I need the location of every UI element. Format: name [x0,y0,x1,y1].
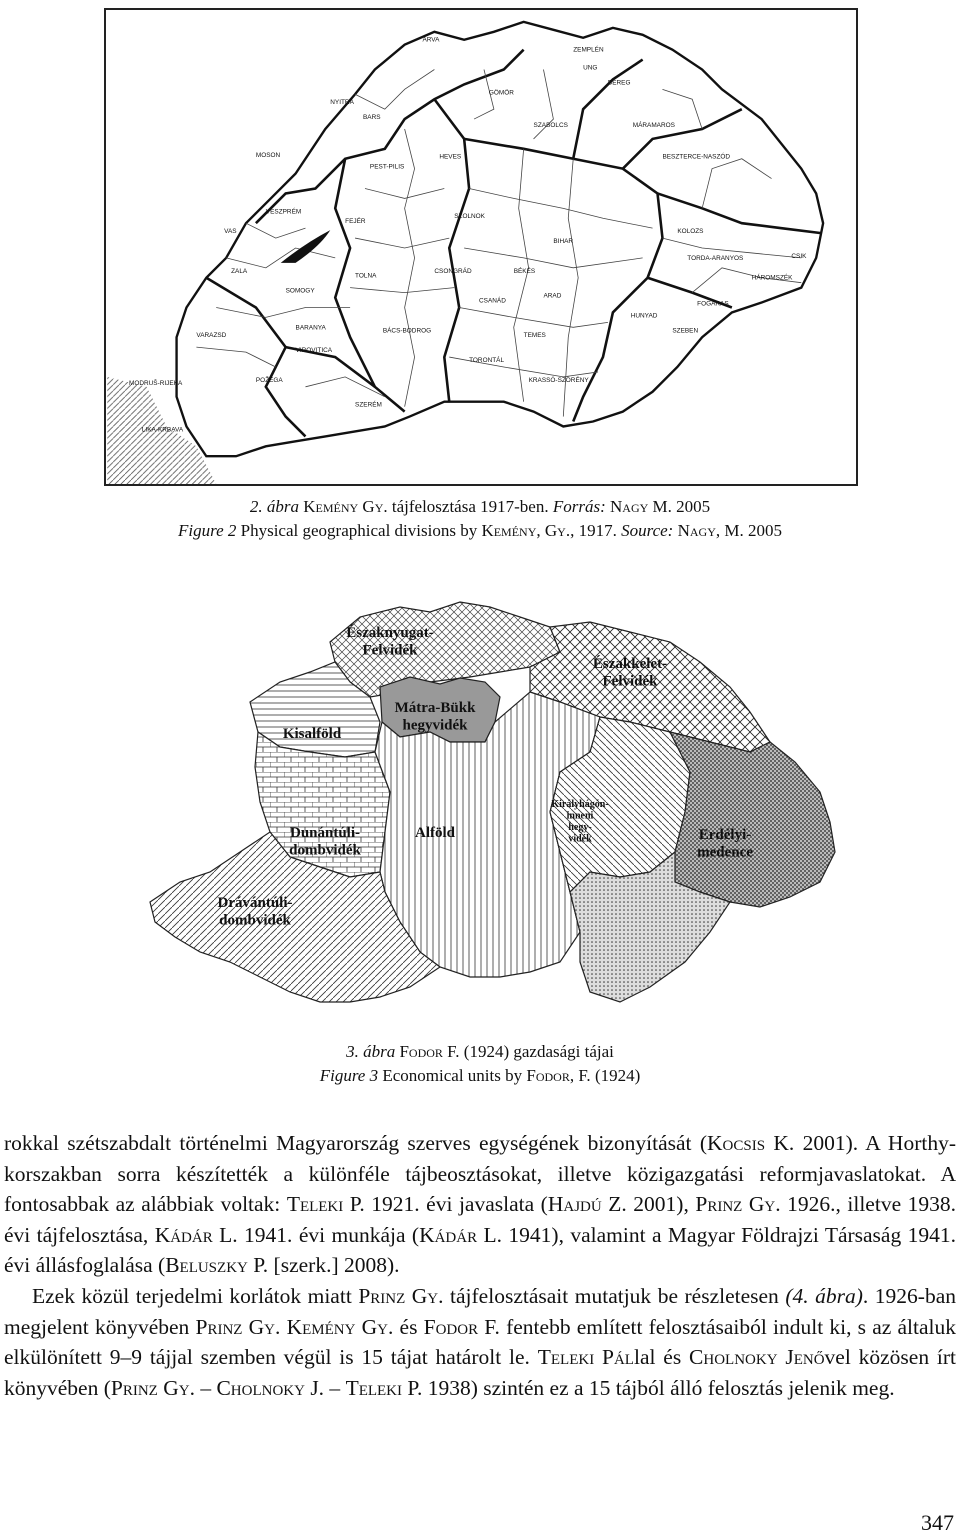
map-label: GÖMÖR [488,89,514,97]
author-name: Prinz Gy [695,1192,776,1217]
text-run: . – [189,1375,217,1400]
map-label: KOLOZS [677,228,704,236]
region-label-line: medence [697,844,753,861]
map-label: ARAD [543,292,562,300]
caption-prefix: Figure 2 [178,521,237,540]
map-label: BESZTERCE-NASZÓD [662,153,731,161]
map-label: BEREG [607,79,631,87]
map-label: UNG [583,64,598,72]
text-run: F. fentebb említett felosztásaiból indult ki, s az általuk elkülönített 9–9 tájjal szemben végül is 15 tájat határolt le. [4,1314,956,1370]
author-name: Prinz Gy [195,1314,275,1339]
region-label-line: vidék [568,833,592,845]
caption-source: Nagy, M. 2005 [677,521,782,540]
region-label-line: inneni [566,810,594,822]
map-label: VESZPRÉM [265,208,302,216]
region-label [395,700,476,733]
text-run: P. 1921. évi javaslata ( [343,1192,548,1217]
caption-text: tájfelosztása 1917-ben. [391,497,549,516]
region-label-line: Mátra-Bükk [394,700,476,716]
text-run: P. 1938) szintén ez a 15 tájból álló felosztás jelenik meg. [402,1375,895,1400]
region-label-line: Kisalföld [282,726,342,742]
country-outline [177,22,824,456]
division-lines [206,50,821,437]
figure-3-caption-hu [0,1040,960,1064]
author-name: Kocsis [707,1131,766,1155]
text-run: lal és [633,1345,690,1370]
figure-3-map [130,592,850,1022]
map-label: TEMES [523,332,546,340]
region-label-line: dombvidék [289,842,361,859]
map-label: MÁRAMAROS [632,122,675,130]
caption-source: Nagy M. 2005 [610,497,711,516]
caption-source-label: Source: [621,521,674,540]
text-run: L. 1941), valamint a Magyar Földrajzi Társaság 1941. évi állásfoglalása ( [4,1222,956,1278]
region-label-line: Királyhágón- [551,799,609,810]
map-label: FEJÉR [345,218,366,226]
map-label: BÉKÉS [513,267,536,275]
figure-reference: (4. ábra) [785,1283,863,1308]
caption-author: Fodor, F. [526,1066,591,1085]
text-run: . és [387,1314,424,1339]
caption-prefix: 3. ábra [346,1042,396,1061]
map-label: HÁROMSZÉK [751,274,793,282]
map-label: NYITRA [330,99,354,107]
caption-text: Economical units by [382,1066,523,1085]
region-label-line: dombvidék [219,912,291,929]
map-label: SOMOGY [285,287,315,295]
region-label [289,825,361,858]
author-name: Beluszky [165,1253,248,1278]
caption-text: Physical geographical divisions by [240,521,478,540]
region-label [283,726,342,742]
county-labels [129,35,807,434]
caption-author: Kemény Gy. [303,497,388,516]
map-label: KRASSÓ-SZÖRÉNY [528,376,589,384]
caption-author: Fodor F. [399,1042,460,1061]
region-label-line: Északkelet- [592,656,668,672]
text-run: . 1926., illetve 1938. évi tájfelosztása, [4,1192,957,1247]
text-run: J. – [304,1375,346,1400]
map-label: SZEBEN [672,327,699,335]
region-label-line: hegyvidék [402,717,468,734]
region-label-line: Drávántúli- [217,895,293,911]
region-label-line: Északnyugat- [346,625,434,641]
map-label: TORONTÁL [469,357,505,365]
map-label: CSIK [791,252,807,260]
region-label [697,827,753,860]
map-label: BARANYA [295,324,326,332]
map-label: CSANÁD [479,297,506,305]
caption-source-label: Forrás: [552,497,606,516]
region-label-line: Erdélyi- [698,827,752,843]
map-label: MOSON [255,151,281,159]
map-label: SZERÉM [355,401,382,409]
lake-balaton [281,230,331,263]
map-label: SZABOLCS [533,122,568,130]
figure-2-caption-en [0,519,960,543]
figure-2-map [104,8,858,486]
region-erdely [670,732,835,907]
region-label-line: Felvidék [362,642,418,659]
kemeny-division-map [106,10,856,484]
author-name: Fodor [423,1314,479,1339]
text-run: . tájfelosztásait mutatjuk be részletesen [438,1283,786,1308]
page-number: 347 [921,1510,954,1535]
caption-author: Kemény, Gy. [481,521,571,540]
author-name: Prinz Gy [358,1283,439,1308]
map-label: TOLNA [355,272,377,280]
text-run: vel közösen írt könyvében ( [4,1345,957,1400]
map-label: BARS [362,114,381,122]
text-run: . [274,1314,287,1339]
region-label-line: hegy- [568,822,592,833]
author-name: Hajdú [547,1192,602,1217]
map-label: VIROVITICA [295,347,333,355]
author-name: Kádár [419,1222,478,1247]
author-name: Cholnoky Jenő [689,1345,825,1370]
caption-year: , 1917. [570,521,617,540]
text-run: K. 2001). A Horthy-korszakban sorra készítették a különféle tájbeosztásokat, illetve közigazgatási reformjavaslatokat. A fontosabbak az alábbiak voltak: [4,1131,956,1217]
text-run: L. 1941. évi munkája ( [212,1222,420,1247]
map-label: LIKA-KRBAVA [141,426,184,434]
fodor-economic-map [130,592,850,1022]
text-run: Z. 2001), [601,1192,696,1217]
author-name: Teleki [345,1375,403,1400]
map-label: VAS [224,228,237,236]
author-name: Teleki Pál [537,1345,634,1370]
map-label: POŽEGA [255,376,283,384]
map-label: HUNYAD [630,312,658,320]
region-label-line: Felvidék [602,673,658,690]
figure-2-caption-hu [0,495,960,519]
map-label: VARAZSD [196,332,227,340]
caption-prefix: Figure 3 [319,1066,379,1085]
map-label: SZOLNOK [454,213,485,221]
author-name: Kemény Gy [286,1314,388,1339]
caption-prefix: 2. ábra [249,497,299,516]
map-label: ZEMPLÉN [573,46,604,54]
author-name: Teleki [286,1192,344,1217]
figure-3-caption-en [0,1064,960,1088]
text-run: P. [szerk.] 2008). [247,1253,400,1278]
map-label: ZALA [231,267,248,275]
paragraph [4,1281,956,1403]
region-label-line: Alföld [414,825,456,841]
county-lines [196,69,801,416]
map-label: ÁRVA [422,36,440,44]
text-run: . 1926-ban megjelent könyvében [4,1283,956,1339]
map-label: CSONGRÁD [434,267,472,275]
map-label: TORDA-ARANYOS [687,254,744,262]
caption-text: (1924) gazdasági tájai [463,1042,614,1061]
body-text [4,1128,956,1403]
text-run: rokkal szétszabdalt történelmi Magyarország szerves egységének bizonyítását ( [4,1131,707,1155]
region-label [415,825,456,841]
map-label: BÁCS-BODROG [382,327,432,335]
paragraph [4,1128,956,1281]
author-name: Kádár [154,1222,213,1247]
map-label: HEVES [439,153,462,161]
map-label: BIHAR [553,238,574,246]
map-label: MODRUŠ-RIJEKA [128,379,183,387]
map-label: FOGARAS [697,300,729,308]
region-label [218,895,293,928]
author-name: Cholnoky [216,1375,305,1400]
text-run: Ezek közül terjedelmi korlátok miatt [32,1283,359,1308]
map-label: PEST-PILIS [369,163,405,171]
caption-year: (1924) [594,1066,641,1085]
author-name: Prinz Gy [110,1375,190,1400]
region-label-line: Dunántúli- [289,825,361,841]
